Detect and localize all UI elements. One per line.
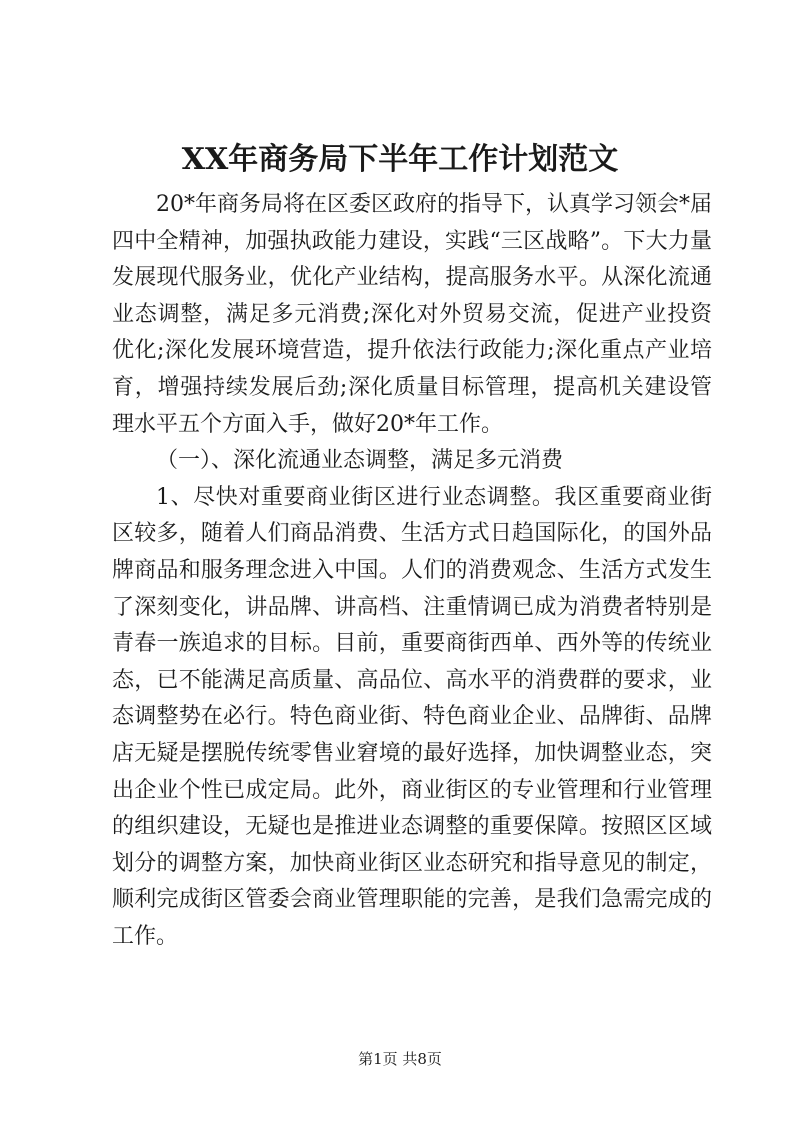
document-body (112, 187, 712, 955)
paragraph-intro: 20*年商务局将在区委区政府的指导下，认真学习领会*届四中全精神，加强执政能力建设，实践“三区战略”。下大力量发展现代服务业，优化产业结构，提高服务水平。从深化流通业态调整，满足多元消费;深化对外贸易交流，促进产业投资优化;深化发展环境营造，提升依法行政能力;深化重点产业培育，增强持续发展后劲;深化质量目标管理，提高机关建设管理水平五个方面入手，做好20*年工作。 (112, 192, 712, 437)
page-number-footer: 第1页 共8页 (358, 1050, 442, 1068)
section-heading: （一）、深化流通业态调整，满足多元消费 (156, 448, 564, 474)
document-title: XX年商务局下半年工作计划范文 (181, 142, 619, 177)
paragraph-item-1: 1、尽快对重要商业街区进行业态调整。我区重要商业街区较多，随着人们商品消费、生活方式日趋国际化，的国外品牌商品和服务理念进入中国。人们的消费观念、生活方式发生了深刻变化，讲品牌、讲高档、注重情调已成为消费者特别是青春一族追求的目标。目前，重要商街西单、西外等的传统业态，已不能满足高质量、高品位、高水平的消费群的要求，业态调整势在必行。特色商业街、特色商业企业、品牌街、品牌店无疑是摆脱传统零售业窘境的最好选择，加快调整业态，突出企业个性已成定局。此外，商业街区的专业管理和行业管理的组织建设，无疑也是推进业态调整的重要保障。按照区区域划分的调整方案，加快商业街区业态研究和指导意见的制定，顺利完成街区管委会商业管理职能的完善，是我们急需完成的工作。 (112, 484, 712, 949)
